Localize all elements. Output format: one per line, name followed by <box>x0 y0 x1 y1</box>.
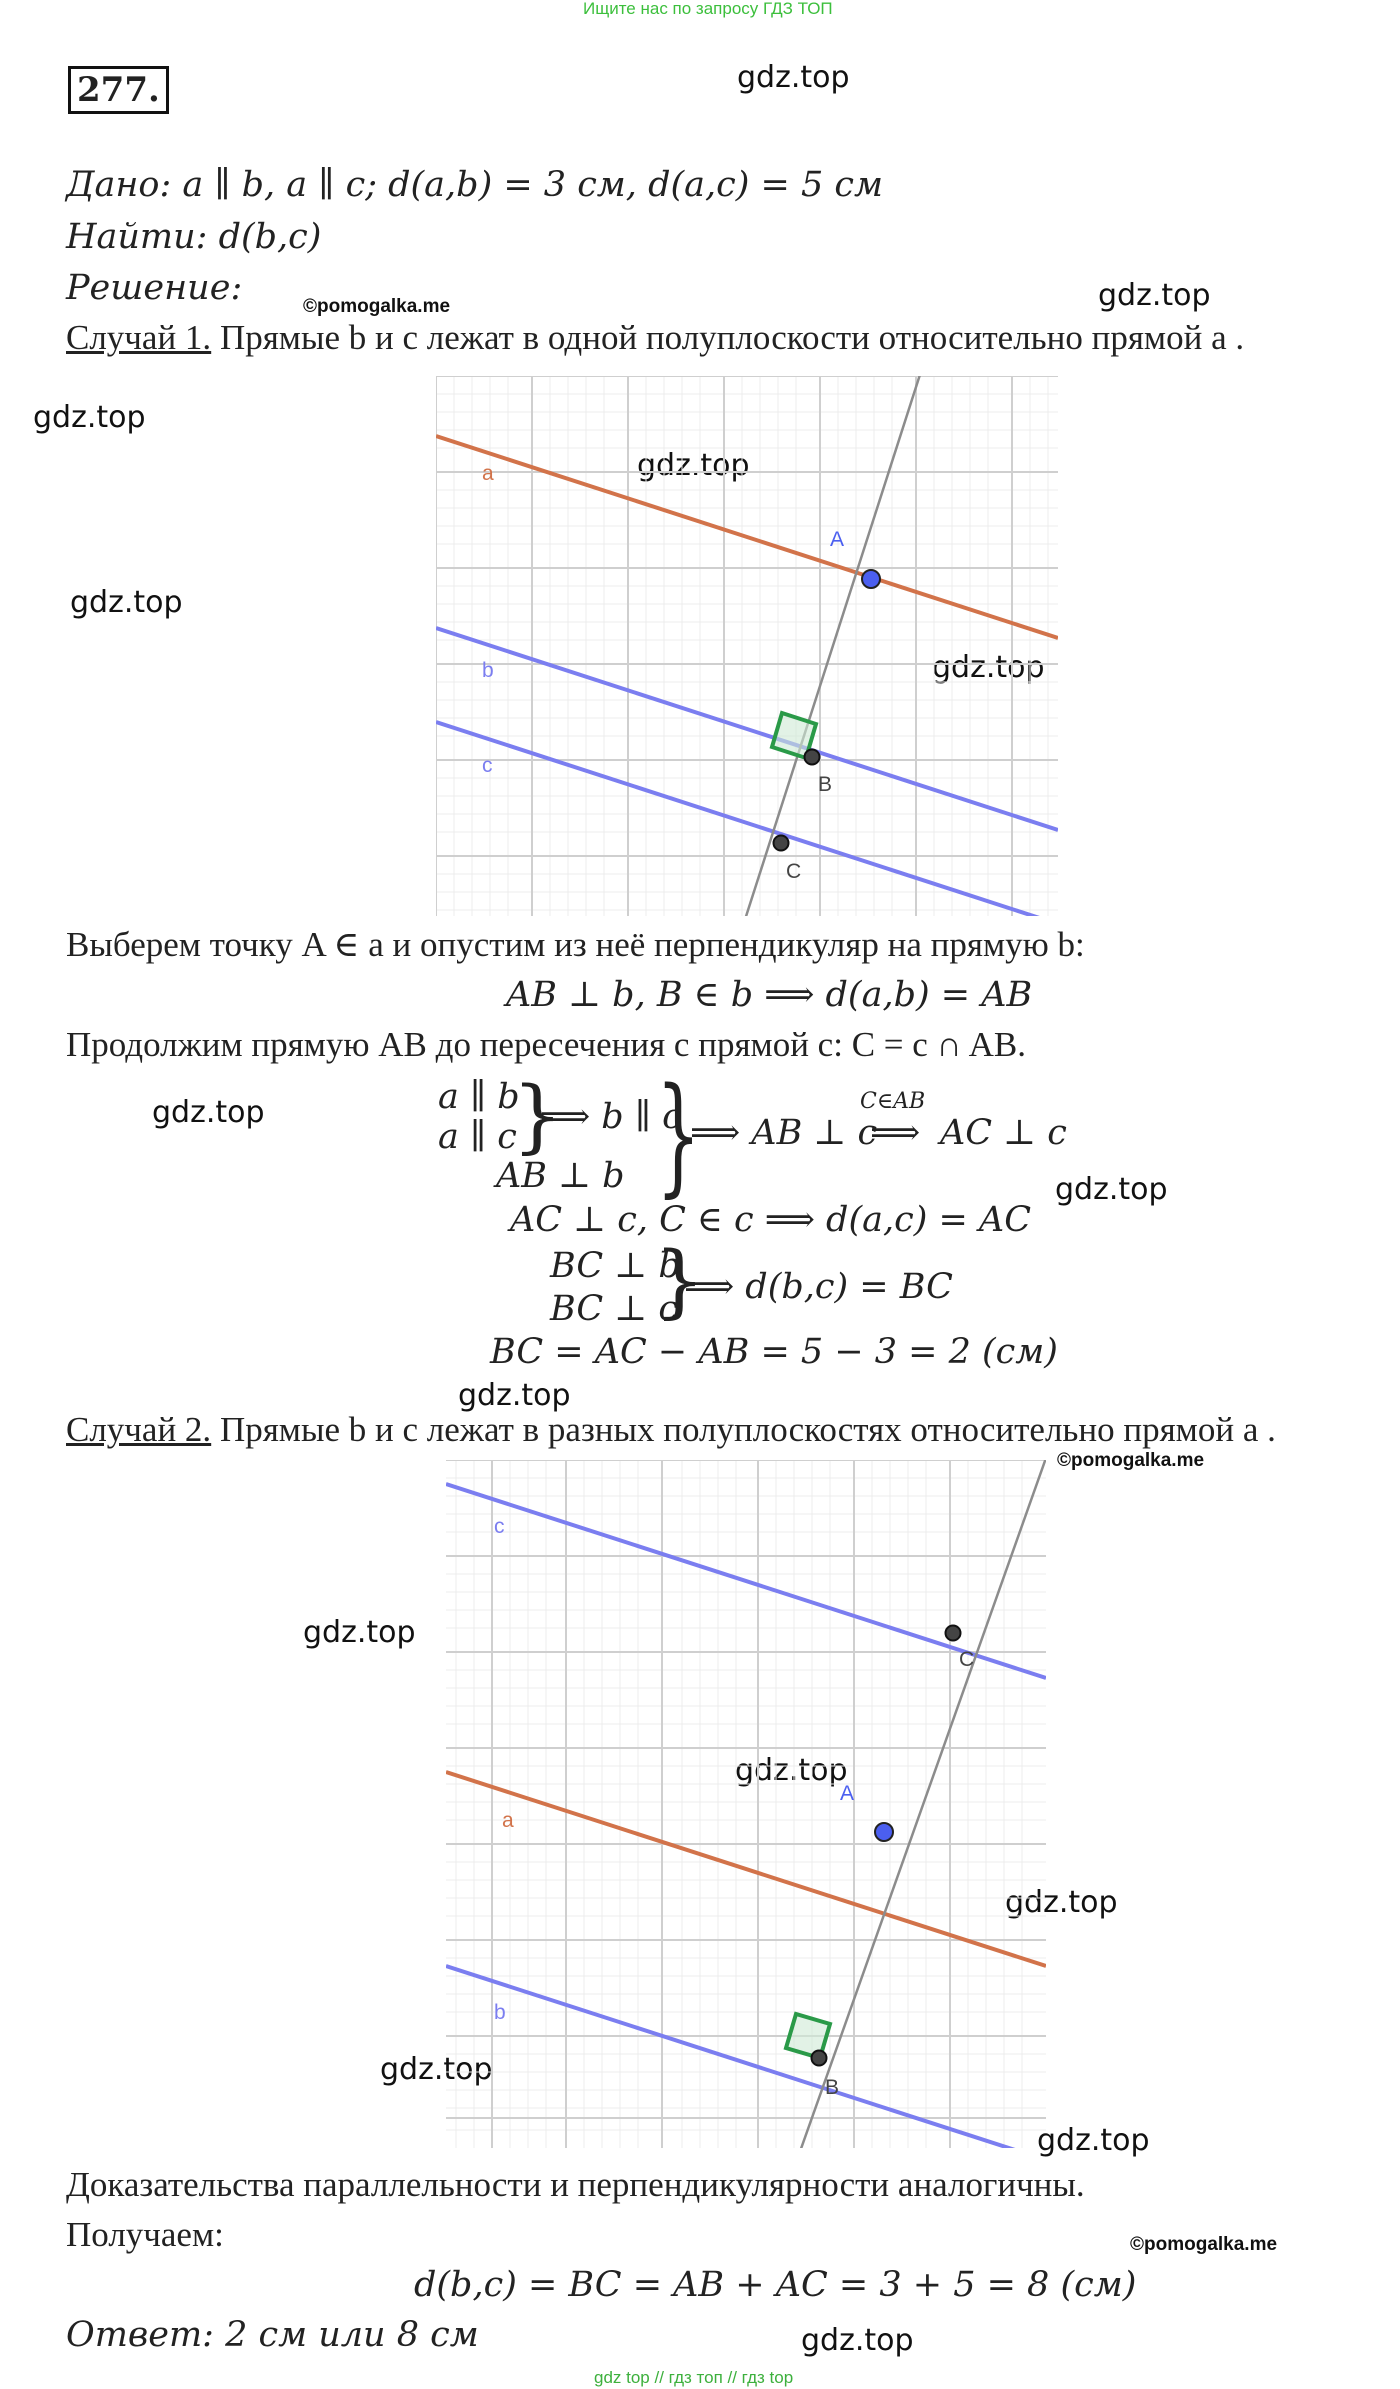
system3-row1: BC ⊥ b <box>550 1246 681 1286</box>
watermark: gdz.top <box>1098 278 1211 313</box>
watermark: gdz.top <box>737 60 850 95</box>
watermark-pomogalka: ©pomogalka.me <box>303 296 451 317</box>
figure1-line-b <box>436 628 1058 830</box>
system3-row2: BC ⊥ c <box>550 1289 678 1329</box>
figure2-line-c <box>446 1484 1046 1678</box>
figure1-label-B: B <box>818 773 833 796</box>
figure2-label-C: C <box>959 1648 975 1671</box>
answer-text: Ответ: 2 см или 8 см <box>66 2315 479 2355</box>
figure2-label-a: a <box>502 1809 514 1832</box>
figure2-point-A <box>875 1823 893 1841</box>
figure2-perpendicular-line <box>797 1460 1046 2148</box>
given-line: Дано: a ∥ b, a ∥ c; d(a,b) = 3 см, d(a,c) = 5 см <box>66 165 883 205</box>
figure2-major-grid <box>446 1460 1046 2148</box>
figure2-point-C <box>946 1626 961 1641</box>
watermark: gdz.top <box>1037 2123 1150 2158</box>
answer-line <box>66 2315 479 2355</box>
formula3: BC = AC − AB = 5 − 3 = 2 (см) <box>490 1332 1058 1372</box>
solution-label: Решение: <box>66 268 243 308</box>
watermark: gdz.top <box>1005 1885 1118 1920</box>
problem-number: 277. <box>68 66 169 114</box>
figure2-label-c: c <box>494 1515 505 1538</box>
watermark: gdz.top <box>735 1753 848 1788</box>
figure2-diagram <box>446 1460 1046 2148</box>
footer-links[interactable]: gdz top // гдз топ // гдз top <box>594 2368 794 2387</box>
system2-arrow: ⟹ <box>870 1113 921 1153</box>
step1-text: Выберем точку A ∈ a и опустим из неё перпендикуляр на прямую b: <box>66 925 1085 964</box>
figure1-line-c <box>436 722 1058 916</box>
step2-text: Продолжим прямую AB до пересечения с прямой c: C = c ∩ AB. <box>66 1025 1027 1064</box>
figure1-point-A <box>862 570 880 588</box>
system2-final: AC ⊥ c <box>940 1113 1067 1153</box>
top-banner: Ищите нас по запросу ГДЗ ТОП <box>583 0 833 18</box>
watermark: gdz.top <box>1055 1172 1168 1207</box>
system3-brace: } <box>654 1234 705 1327</box>
system2-condition: C∈AB <box>860 1089 926 1114</box>
figure1-line-a <box>436 436 1058 638</box>
system2-row3: AB ⊥ b <box>496 1156 625 1196</box>
figure1-label-a: a <box>482 462 494 485</box>
watermark-pomogalka: ©pomogalka.me <box>1130 2234 1278 2255</box>
system3-result: ⟹ d(b,c) = BC <box>684 1267 953 1307</box>
watermark: gdz.top <box>33 400 146 435</box>
system1-result: ⟹ b ∥ c <box>540 1097 682 1137</box>
figure1-point-C <box>774 836 789 851</box>
case1-label: Случай 1. <box>66 318 212 357</box>
watermark: gdz.top <box>932 650 1045 685</box>
figure2-line-a <box>446 1772 1046 1966</box>
figure2-line-b <box>446 1966 1046 2148</box>
figure1-label-C: C <box>786 860 802 883</box>
system1-brace: } <box>512 1069 563 1162</box>
find-line: Найти: d(b,c) <box>66 217 322 257</box>
watermark: gdz.top <box>152 1095 265 1130</box>
system2-result: ⟹ AB ⊥ c <box>690 1113 878 1153</box>
figure1-label-c: c <box>482 754 493 777</box>
system1-row2: a ∥ c <box>438 1117 517 1157</box>
figure2-label-b: b <box>494 2001 506 2024</box>
formula4: d(b,c) = BC = AB + AC = 3 + 5 = 8 (см) <box>414 2265 1137 2305</box>
formula1: AB ⊥ b, B ∈ b ⟹ d(a,b) = AB <box>506 975 1033 1015</box>
figure2-minor-grid <box>446 1460 1046 2148</box>
figure1-minor-grid <box>436 376 1058 916</box>
watermark: gdz.top <box>70 585 183 620</box>
formula2: AC ⊥ c, C ∈ c ⟹ d(a,c) = AC <box>510 1200 1031 1240</box>
case1-heading <box>66 318 1244 358</box>
watermark: gdz.top <box>637 448 750 483</box>
figure2-label-A: A <box>840 1782 855 1805</box>
figure1-diagram <box>436 376 1058 916</box>
watermark: gdz.top <box>801 2323 914 2358</box>
watermark-pomogalka: ©pomogalka.me <box>1057 1450 1205 1471</box>
case2-heading <box>66 1410 1276 1450</box>
figure1-label-A: A <box>830 528 845 551</box>
watermark: gdz.top <box>458 1378 571 1413</box>
figure2-point-B <box>812 2051 827 2066</box>
figure1-major-grid <box>436 376 1058 916</box>
watermark: gdz.top <box>380 2052 493 2087</box>
step4-text: Получаем: <box>66 2215 224 2254</box>
case2-label: Случай 2. <box>66 1410 212 1449</box>
step3-text: Доказательства параллельности и перпендикулярности аналогичны. <box>66 2165 1085 2204</box>
watermark: gdz.top <box>303 1615 416 1650</box>
system1-row1: a ∥ b <box>438 1077 520 1117</box>
figure1-label-b: b <box>482 659 494 682</box>
case1-text: Прямые b и c лежат в одной полуплоскости относительно прямой a . <box>211 318 1245 357</box>
figure2-label-B: B <box>825 2076 840 2099</box>
figure1-point-B <box>805 750 820 765</box>
case2-text: Прямые b и c лежат в разных полуплоскостях относительно прямой a . <box>211 1410 1276 1449</box>
system2-brace: } <box>656 1061 701 1210</box>
